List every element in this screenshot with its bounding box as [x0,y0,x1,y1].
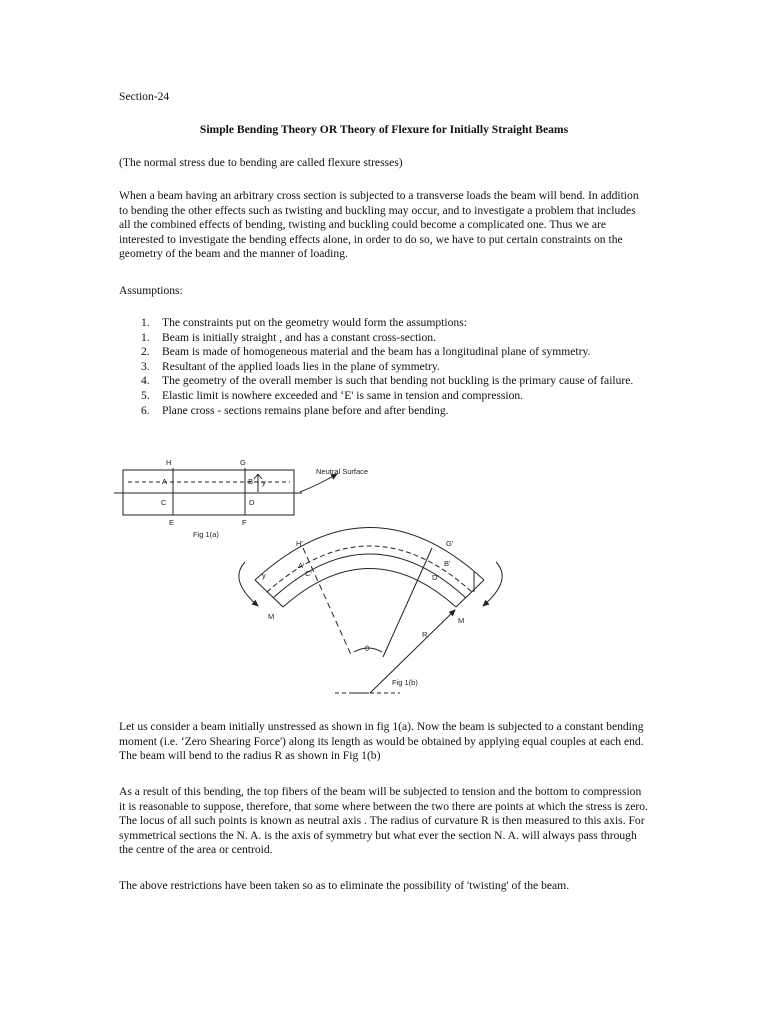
page-title: Simple Bending Theory OR Theory of Flexure for Initially Straight Beams [199,123,569,136]
label-b-prime: B' [444,559,451,568]
paragraph-restrictions: The above restrictions have been taken so as to eliminate the possibility of 'twisting' of the beam. [119,879,570,892]
fig-1b [239,528,502,694]
intro-paragraph: When a beam having an arbitrary cross section is subjected to a transverse loads the beam will bend. In addition to bending the other effects such as twisting and buckling may occur, and to investigate a problem that includes all the combined effects of bending, twisting and buckling could become a complicated one. Thus we are interested to investigate the bending effects alone, in order to do so, we have to put certain constraints on the geometry of the beam and the manner of loading. [119,189,639,261]
label-c-prime: C' [305,569,312,578]
label-m-left: M [268,612,275,621]
assumptions-heading: Assumptions: [119,284,183,297]
label-theta: θ [365,644,370,653]
label-e: E [169,518,175,527]
label-b: B [248,477,254,486]
label-r: R [422,630,428,639]
radius-line-right [383,548,432,657]
list-item: 2. Beam is made of homogeneous material and the beam has a longitudinal plane of symmetry. [141,345,591,359]
list-item: 5. Elastic limit is nowhere exceeded and ‘E' is same in tension and compression. [141,388,524,402]
neutral-surface-label: Neutral Surface [316,467,369,476]
fig-1a-caption: Fig 1(a) [193,530,219,539]
label-h: H [166,458,172,467]
section-label: Section-24 [119,90,170,103]
note-paragraph: (The normal stress due to bending are called flexure stresses) [119,156,403,169]
label-a: A [162,477,168,486]
list-item: 4. The geometry of the overall member is such that bending not buckling is the primary cause of failure. [141,374,634,388]
moment-arrow-right [483,562,502,606]
label-g: G [240,458,246,467]
label-d: D [249,498,255,507]
fig-1a [114,468,337,515]
label-y-prime: y [262,571,266,580]
label-y: y [262,478,266,487]
moment-arrow-left [239,562,258,606]
radius-line-left [303,548,352,657]
list-item: 1. Beam is initially straight , and has a constant cross-section. [141,330,437,344]
label-g-prime: G' [446,539,454,548]
list-item: 6. Plane cross - sections remains plane before and after bending. [141,403,449,417]
fig-1b-caption: Fig 1(b) [392,678,418,687]
paragraph-fig-explanation: Let us consider a beam initially unstressed as shown in fig 1(a). Now the beam is subjected to a constant bending moment (i.e. ‘Zero Shearing Force') along its length as would be obtained by applying equal couples at each end. The beam will bend to the radius R as shown in Fig 1(b) [119,720,644,763]
list-item: 1. The constraints put on the geometry would form the assumptions: [141,316,467,329]
label-m-right: M [458,616,465,625]
label-d-prime: D' [432,573,439,582]
label-h-prime: H' [296,539,303,548]
neutral-surface-arrow [300,474,337,492]
label-c: C [161,498,167,507]
label-f: F [242,518,247,527]
label-a-prime: A' [298,561,305,570]
list-item: 3. Resultant of the applied loads lies in the plane of symmetry. [141,359,440,373]
paragraph-neutral-axis: As a result of this bending, the top fibers of the beam will be subjected to tension and the bottom to compression it is reasonable to suppose, therefore, that some where between the two there are points at which the stress is zero. The locus of all such points is known as neutral axis . The radius of curvature R is then measured to this axis. For symmetrical sections the N. A. is the axis of symmetry but what ever the section N. A. will always pass through the centre of the area or centroid. [119,785,648,857]
